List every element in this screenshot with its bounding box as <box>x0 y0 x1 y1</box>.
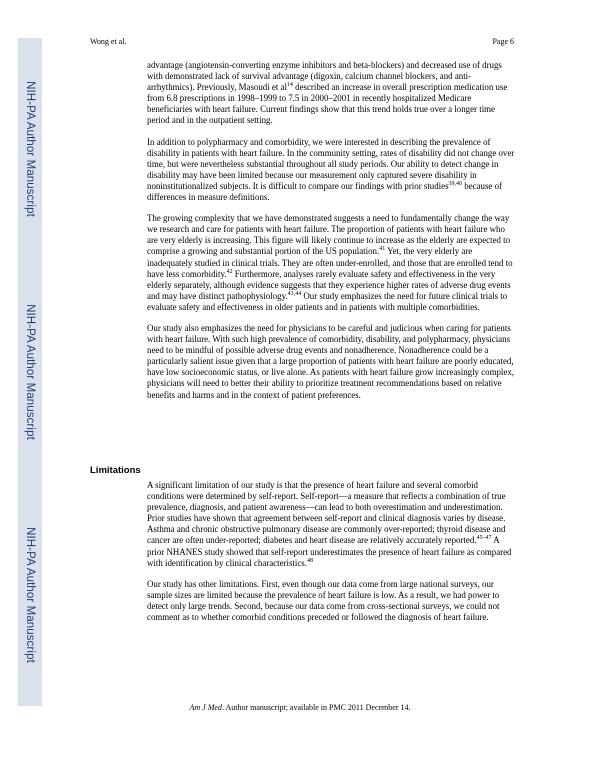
citation-superscript: 43,44 <box>287 290 302 297</box>
paragraph-text: A prior NHANES study showed that self-report underestimates the presence of heart failure as compared with identification by clinical characteristics. <box>147 535 512 568</box>
limitations-text <box>147 480 517 633</box>
paragraph-text: Yet, the very elderly are inadequately studied in clinical trials. They are often under-enrolled, and those that are enrolled tend to have less comorbidity. <box>147 246 513 279</box>
paragraph-text: described an increase in overall prescription medication use from 6.8 prescriptions in 1998–1999 to 7.5 in 2000–2001 in recently hospitalized Medicare beneficiaries with heart failure. Current findings show that this trend holds true over a longer time period and in the outpatient setting. <box>147 82 508 126</box>
paragraph-text: In addition to polypharmacy and comorbidity, we were interested in describing the prevalence of disability in patients with heart failure. In the community setting, rates of disability did not change over time, but were nevertheless substantial throughout all study periods. Our ability to detect change in disability may have been limited because our measurement only captured severe disability in noninstitutionalized subjects. It is difficult to compare our findings with prior studies <box>147 136 515 191</box>
footer-text: . Author manuscript; available in PMC 2011 December 14. <box>221 703 411 712</box>
paragraph-text: The growing complexity that we have demonstrated suggests a need to fundamentally change the way we research and care for patients with heart failure. The proportion of patients with heart failure who are very elderly is increasing. This figure will likely continue to increase as the elderly are expected to comprise a growing and substantial portion of the US population. <box>147 213 511 257</box>
citation-superscript: 14 <box>286 82 293 89</box>
citation-superscript: 45–47 <box>476 535 492 542</box>
citation-superscript: 41 <box>379 246 386 253</box>
paragraph <box>147 480 517 569</box>
section-heading-limitations: Limitations <box>90 465 141 476</box>
paragraph-text: advantage (angiotensin-converting enzyme inhibitors and beta-blockers) and decreased use of drugs with demonstrated lack of survival advantage (digoxin, calcium channel blockers, and anti-arrhythmics). Previously, Masoudi et al <box>147 60 502 93</box>
paragraph <box>147 60 517 127</box>
body-text <box>147 60 517 411</box>
citation-superscript: 42 <box>226 268 233 275</box>
paragraph <box>147 137 517 204</box>
paragraph-text: Our study emphasizes the need for future clinical trials to evaluate safety and effectiveness in older patients and in patients with multiple comorbidities. <box>147 290 508 312</box>
journal-name: Am J Med <box>189 703 222 712</box>
paragraph-text: because of differences in measure definitions. <box>147 180 502 203</box>
footer-citation <box>0 703 600 712</box>
paragraph-text: A significant limitation of our study is that the presence of heart failure and several comorbid conditions were determined by self-report. Self-report—a measure that reflects a combination of true prevalence, diagnosis, and patient awareness—can lead to both overestimation and underestimation. Prior studies have shown that agreement between self-report and clinical diagnosis varies by disease. Asthma and chronic obstructive pulmonary disease are commonly over-reported; thyroid disease and cancer are often under-reported; diabetes and heart disease are relatively accurately reported. <box>147 480 506 546</box>
paragraph-text: Our study has other limitations. First, even though our data come from large national surveys, our sample sizes are limited because the prevalence of heart failure is low. As a result, we had power to detect only large trends. Second, because our data come from cross-sectional surveys, we could not comment as to whether comorbid conditions preceded or followed the diagnosis of heart failure. <box>147 578 500 623</box>
citation-superscript: 39,40 <box>448 180 463 187</box>
paragraph <box>147 323 517 401</box>
paragraph <box>147 213 517 313</box>
paragraph-text: Furthermore, analyses rarely evaluate safety and effectiveness in the very elderly separately, although evidence suggests that they experience higher rates of adverse drug events and may have distinct pathophysiology. <box>147 268 511 301</box>
paragraph-text: Our study also emphasizes the need for physicians to be careful and judicious when caring for patients with heart failure. With such high prevalence of comorbidity, disability, and polypharmacy, physicians need to be mindful of possible adverse drug events and nonadherence. Nonadherence could be a particularly salient issue given that a large proportion of patients with heart failure are poorly educated, have low socioeconomic status, or live alone. As patients with heart failure grow increasingly complex, physicians will need to better their ability to prioritize treatment recommendations based on relative benefits and harms and in the context of patient preferences. <box>147 322 514 400</box>
citation-superscript: 48 <box>306 557 313 564</box>
running-header-author: Wong et al. <box>90 37 127 46</box>
nih-sidebar: NIH-PA Author Manuscript NIH-PA Author Manuscript NIH-PA Author Manuscript <box>18 38 42 706</box>
page-number: Page 6 <box>492 37 514 46</box>
paragraph <box>147 579 517 623</box>
